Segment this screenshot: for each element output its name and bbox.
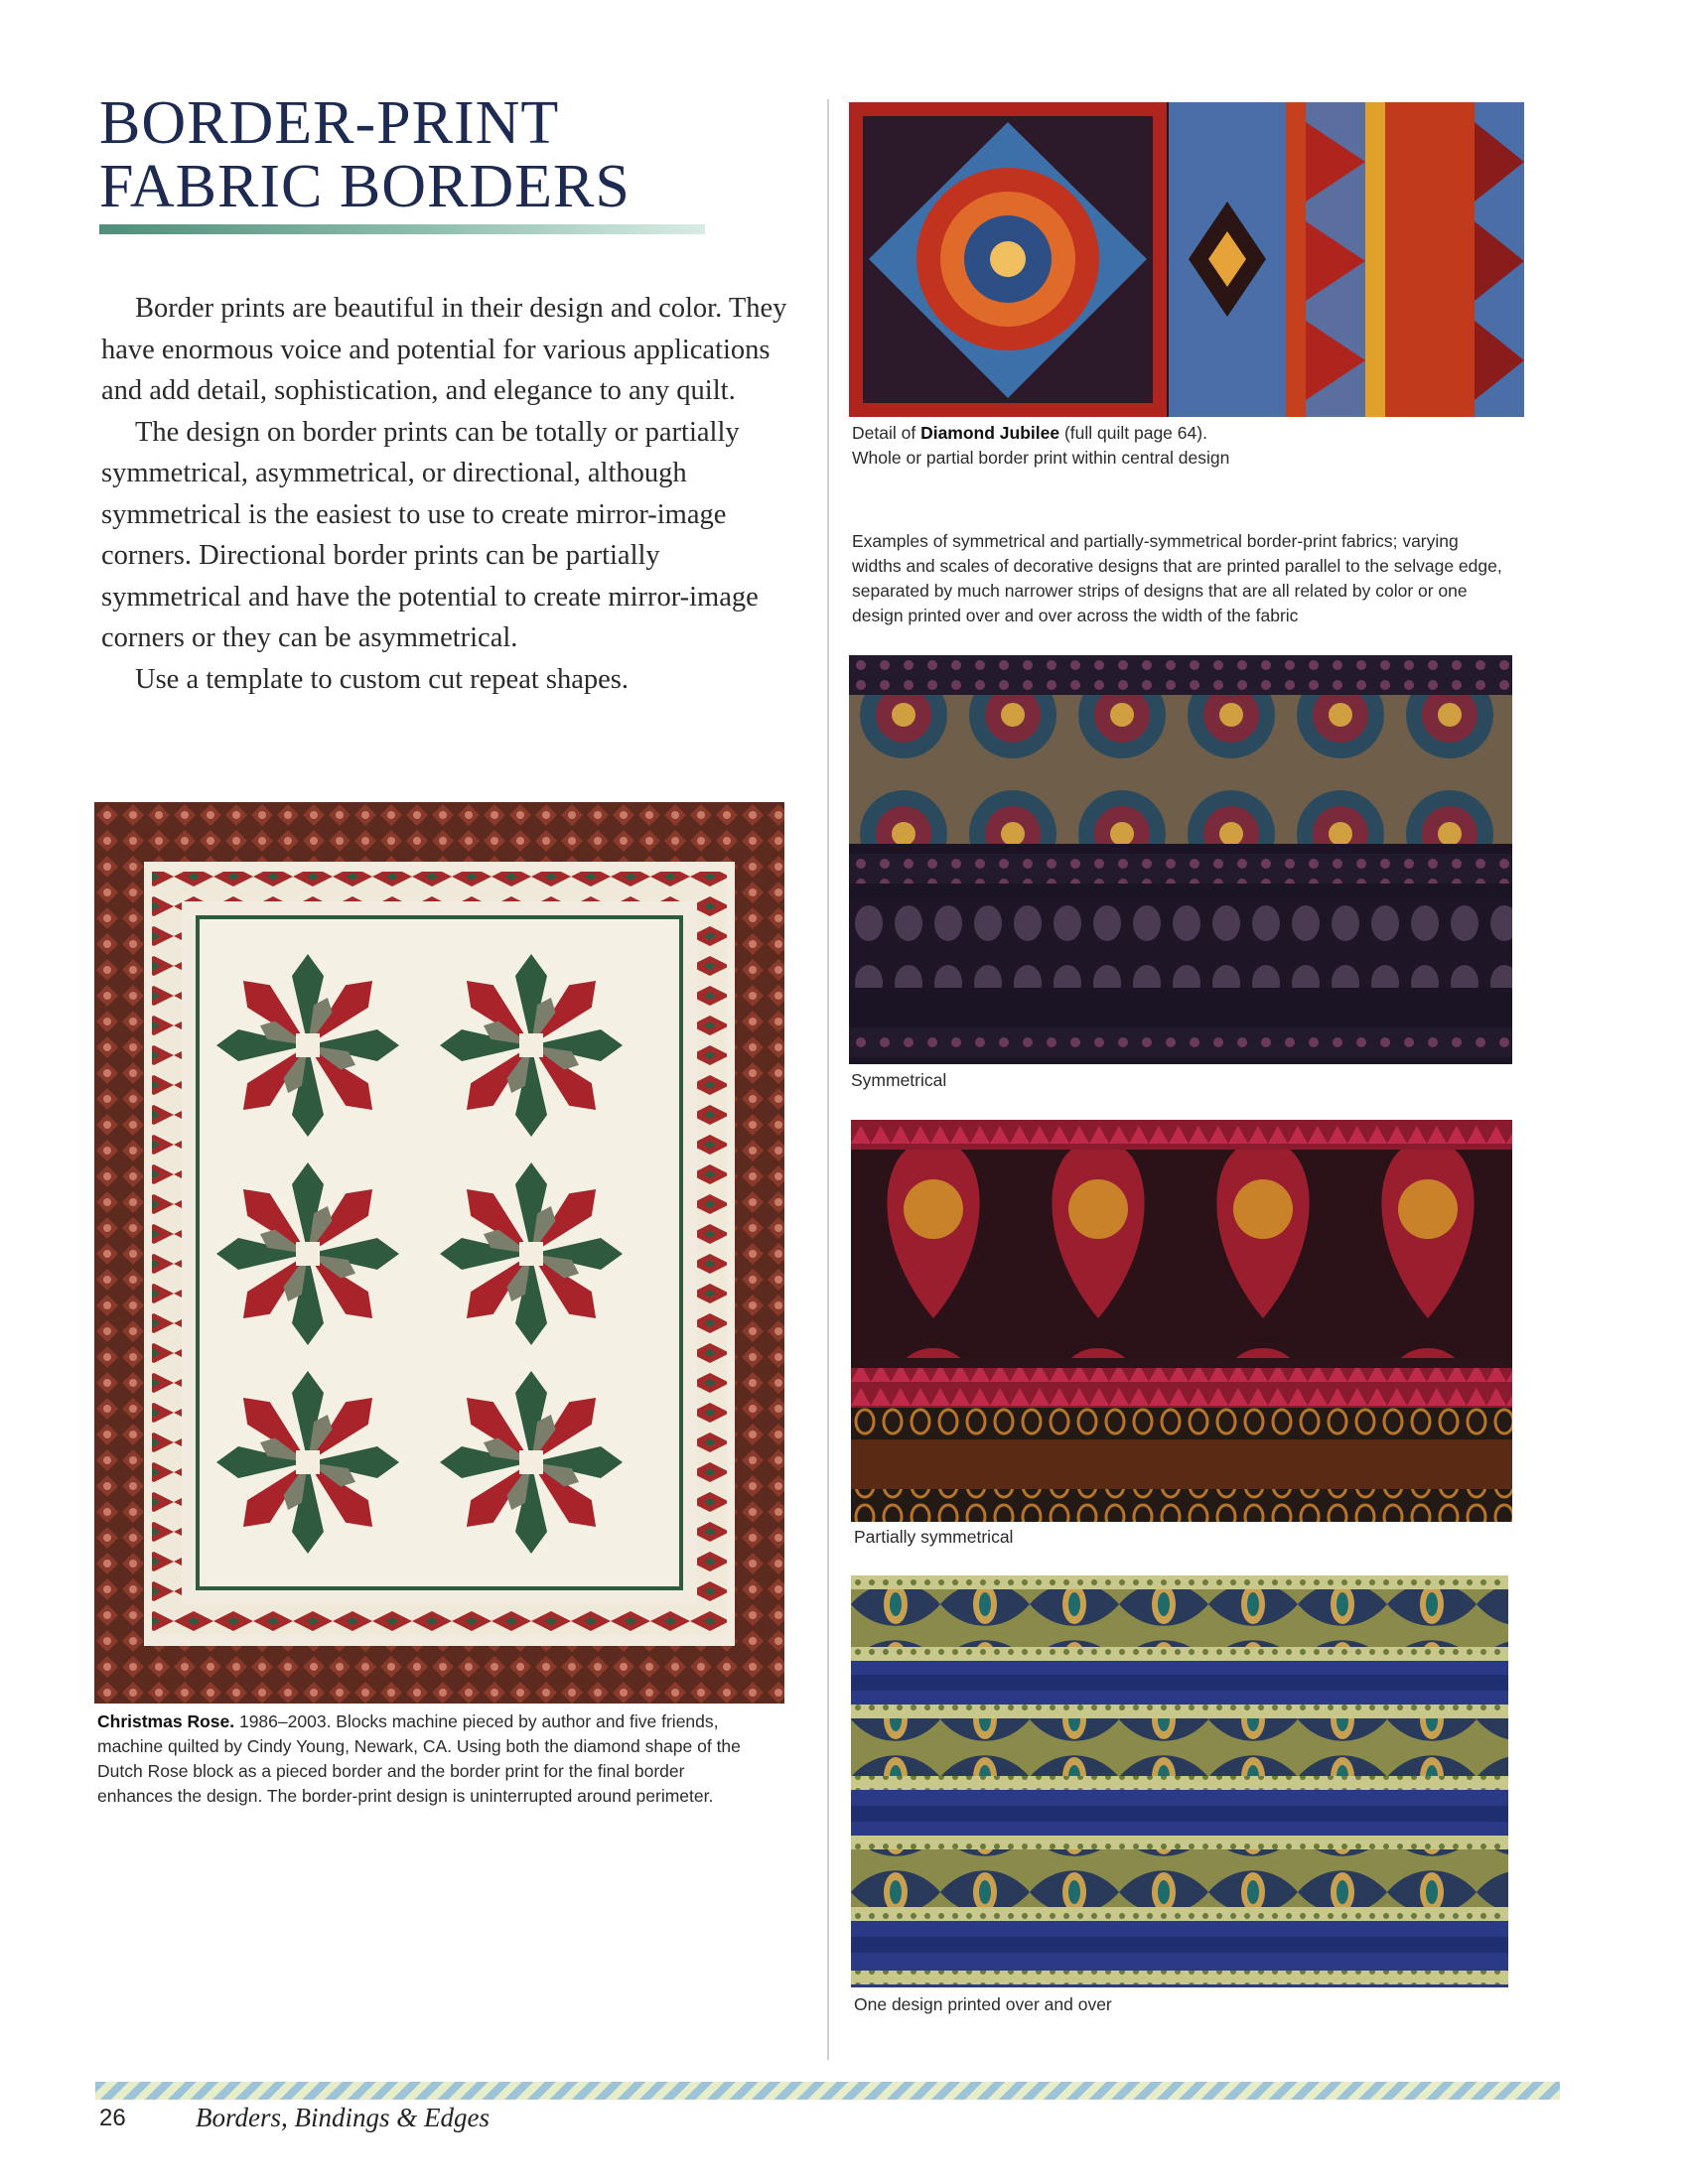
- title-underline: [99, 224, 705, 234]
- title-line-2: FABRIC BORDERS: [99, 153, 631, 220]
- diamond-caption-prefix: Detail of: [852, 423, 921, 443]
- partially-symmetrical-caption: Partially symmetrical: [854, 1527, 1014, 1547]
- title-line-1: BORDER-PRINT: [99, 89, 560, 157]
- repeat-design-caption: One design printed over and over: [854, 1994, 1112, 2014]
- paragraph-2: The design on border prints can be totally or partially symmetrical, asymmetrical, or directional, although symmetrical is the easiest to use to create mirror-image corners. Directional border prints can be partially symmetrical and have the potential to create mirror-image corners or they can be asymmetrical.: [101, 416, 759, 653]
- christmas-rose-quilt-photo: [94, 802, 784, 1704]
- diamond-jubilee-detail-photo: [849, 102, 1524, 417]
- running-footer-title: Borders, Bindings & Edges: [196, 2103, 490, 2132]
- repeat-design-fabric-photo: [851, 1575, 1508, 1987]
- diamond-caption-line2: Whole or partial border print within central design: [852, 448, 1230, 468]
- footer-decorative-band: [95, 2082, 1560, 2100]
- paragraph-3: Use a template to custom cut repeat shapes.: [135, 663, 629, 695]
- quilt-caption-title: Christmas Rose.: [97, 1711, 235, 1731]
- examples-caption: Examples of symmetrical and partially-symmetrical border-print fabrics; varying widths and scales of decorative designs that are printed parallel to the selvage edge, separated by much narrower strips of designs that are all related by color or one design printed over and over across the width of the fabric: [852, 531, 1502, 625]
- body-text: [101, 288, 796, 700]
- diamond-caption-rest: (full quilt page 64).: [1059, 423, 1207, 443]
- symmetrical-caption: Symmetrical: [851, 1070, 947, 1090]
- quilt-caption-text: 1986–2003. Blocks machine pieced by author and five friends, machine quilted by Cindy Young, Newark, CA. Using both the diamond shape of the Dutch Rose block as a pieced border and the border print for the final border enhances the design. The border-print design is uninterrupted around perimeter.: [97, 1711, 741, 1806]
- partially-symmetrical-fabric-photo: [851, 1120, 1512, 1522]
- page-number: 26: [99, 2105, 126, 2131]
- quilt-caption: [97, 1709, 743, 1809]
- column-divider: [827, 99, 829, 2060]
- symmetrical-fabric-photo: [849, 655, 1512, 1064]
- diamond-jubilee-caption: [852, 421, 1507, 471]
- paragraph-1: Border prints are beautiful in their design and color. They have enormous voice and potential for various applications and add detail, sophistication, and elegance to any quilt.: [101, 293, 787, 406]
- diamond-caption-title: Diamond Jubilee: [920, 423, 1060, 443]
- page-title: [99, 91, 735, 218]
